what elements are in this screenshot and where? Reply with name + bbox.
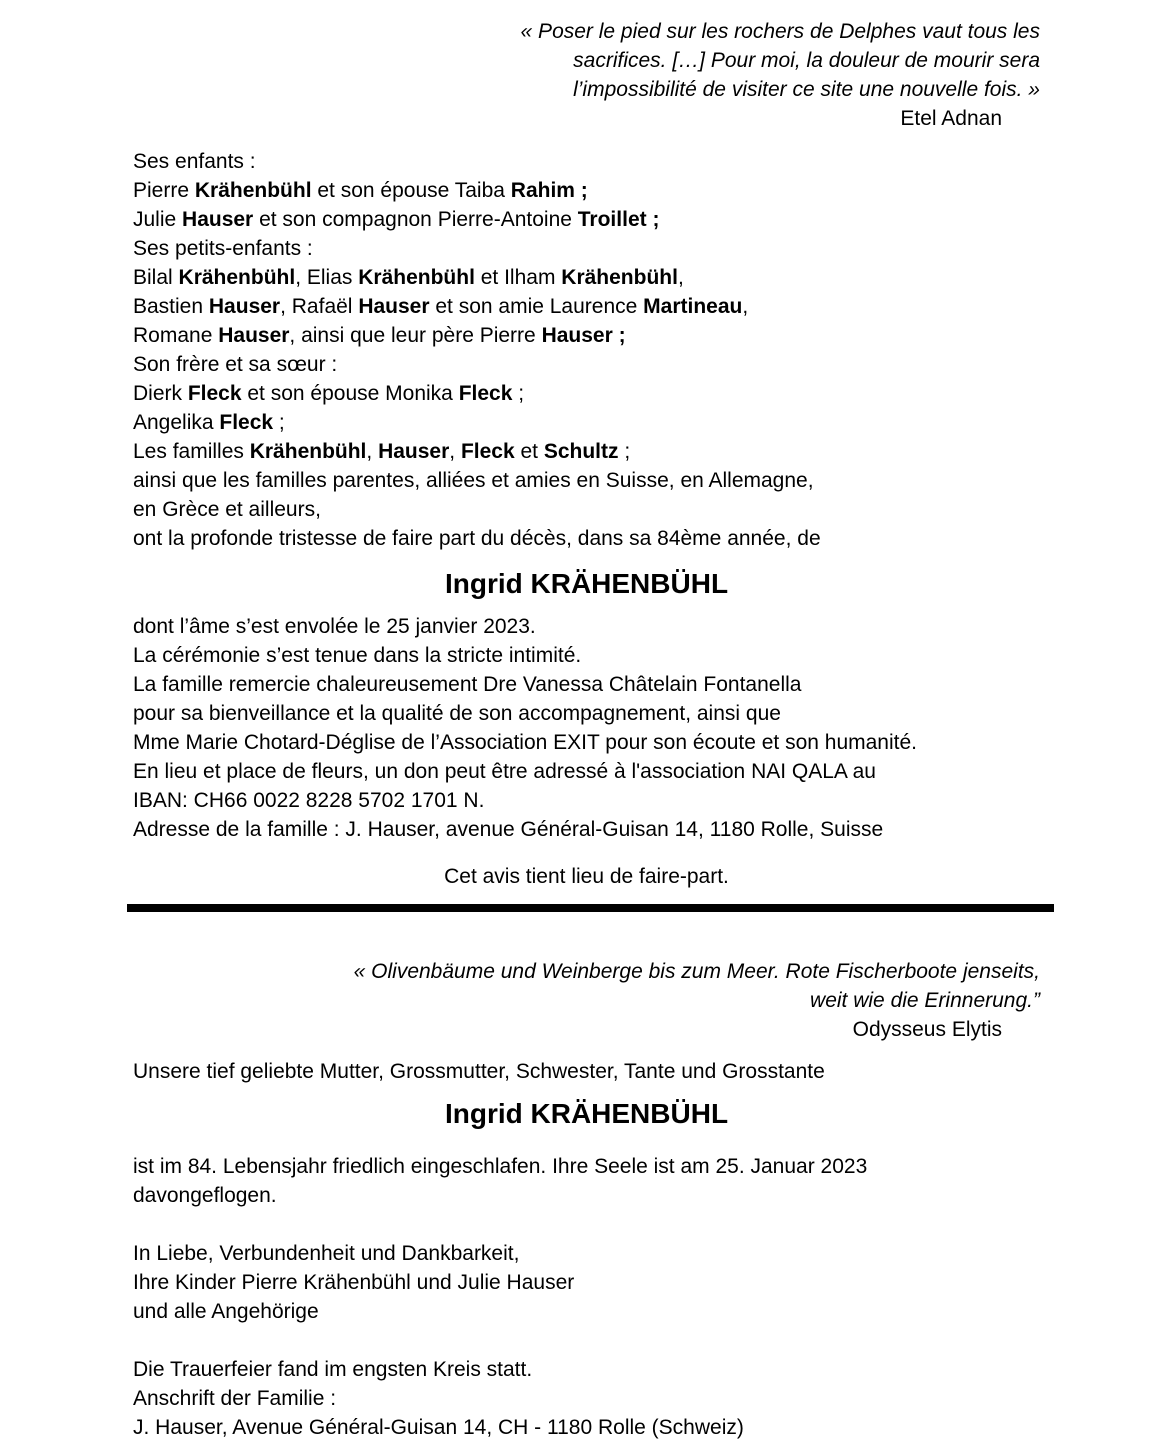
text-segment: en Grèce et ailleurs, [133, 498, 321, 521]
text-line: J. Hauser, Avenue Général-Guisan 14, CH - 1180 Rolle (Schweiz) [133, 1416, 744, 1439]
text-line: und alle Angehörige [133, 1300, 319, 1323]
text-segment: et son compagnon Pierre-Antoine [253, 208, 578, 231]
section-divider [127, 904, 1054, 912]
text-line: Mme Marie Chotard-Déglise de l’Association EXIT pour son écoute et son humanité. [133, 731, 918, 754]
text-segment: ainsi que les familles parentes, alliées et amies en Suisse, en Allemagne, [133, 469, 814, 492]
german-quote [133, 957, 1040, 1044]
bold-name-segment: Hauser [378, 440, 450, 463]
text-segment: ; [512, 382, 525, 405]
quote-line: « Poser le pied sur les rochers de Delphes vaut tous les [520, 20, 1040, 43]
text-segment: et son amie Laurence [429, 295, 644, 318]
text-line [133, 321, 1040, 350]
text-line [133, 292, 1040, 321]
bold-name-segment: Krähenbühl [358, 266, 475, 289]
french-body [133, 612, 1040, 844]
text-segment: et Ilham [474, 266, 562, 289]
text-segment: Les familles [133, 440, 250, 463]
text-segment: Ses enfants : [133, 150, 256, 173]
bold-name-segment: Hauser [182, 208, 254, 231]
quote-attribution: Etel Adnan [900, 107, 1002, 130]
quote-line: « Olivenbäume und Weinberge bis zum Meer. Rote Fischerboote jenseits, [353, 960, 1040, 983]
text-line: Anschrift der Familie : [133, 1387, 337, 1410]
german-section [133, 957, 1040, 1442]
text-segment: , Rafaël [280, 295, 359, 318]
text-segment: , [449, 440, 461, 463]
bold-name-segment: Fleck [458, 382, 513, 405]
bold-name-segment: Fleck [187, 382, 242, 405]
text-segment: Ses petits-enfants : [133, 237, 313, 260]
text-line [133, 379, 1040, 408]
bold-name-segment: Troillet ; [577, 208, 660, 231]
bold-name-segment: Rahim ; [510, 179, 588, 202]
quote-line: sacrifices. […] Pour moi, la douleur de mourir sera [573, 49, 1040, 72]
text-segment: Julie [133, 208, 183, 231]
text-line [133, 205, 1040, 234]
text-segment: , [742, 295, 749, 318]
text-line: davongeflogen. [133, 1184, 277, 1207]
text-segment: , [366, 440, 379, 463]
bold-name-segment: Hauser [358, 295, 430, 318]
text-line [133, 1210, 1040, 1239]
text-segment: et son épouse Monika [241, 382, 459, 405]
french-quote [133, 17, 1040, 133]
bold-name-segment: Fleck [219, 411, 274, 434]
text-line: ist im 84. Lebensjahr friedlich eingeschlafen. Ihre Seele ist am 25. Januar 2023 [133, 1155, 868, 1178]
quote-line: l’impossibilité de visiter ce site une nouvelle fois. » [573, 78, 1040, 101]
text-line [133, 147, 1040, 176]
text-line: En lieu et place de fleurs, un don peut être adressé à l'association NAI QALA au [133, 760, 876, 783]
deceased-name-heading: Ingrid KRÄHENBÜHL [444, 568, 729, 599]
bold-name-segment: Hauser ; [541, 324, 626, 347]
german-body [133, 1152, 1040, 1442]
text-line [133, 263, 1040, 292]
text-segment: , ainsi que leur père Pierre [289, 324, 542, 347]
bold-name-segment: Hauser [208, 295, 281, 318]
text-line: IBAN: CH66 0022 8228 5702 1701 N. [133, 789, 485, 812]
bold-name-segment: Krähenbühl [561, 266, 678, 289]
quote-attribution: Odysseus Elytis [852, 1018, 1002, 1041]
text-segment: Son frère et sa sœur : [133, 353, 338, 376]
text-line [133, 437, 1040, 466]
text-line: La famille remercie chaleureusement Dre Vanessa Châtelain Fontanella [133, 673, 802, 696]
text-line: La cérémonie s’est tenue dans la stricte intimité. [133, 644, 582, 667]
text-line: dont l’âme s’est envolée le 25 janvier 2023. [133, 615, 536, 638]
text-line [133, 1326, 1040, 1355]
bold-name-segment: Krähenbühl [194, 179, 312, 202]
text-segment: et son épouse Taiba [311, 179, 511, 202]
text-line: Ihre Kinder Pierre Krähenbühl und Julie Hauser [133, 1271, 575, 1294]
text-segment: , [677, 266, 684, 289]
text-segment: Bastien [133, 295, 209, 318]
text-line: Adresse de la famille : J. Hauser, avenue Général-Guisan 14, 1180 Rolle, Suisse [133, 818, 884, 841]
text-segment: ont la profonde tristesse de faire part du décès, dans sa 84ème année, de [133, 527, 821, 550]
text-line [133, 408, 1040, 437]
bold-name-segment: Hauser [218, 324, 290, 347]
french-section [133, 17, 1040, 891]
deceased-name-heading: Ingrid KRÄHENBÜHL [444, 1098, 729, 1129]
text-segment: Pierre [133, 179, 195, 202]
text-segment: Dierk [133, 382, 188, 405]
text-line: In Liebe, Verbundenheit und Dankbarkeit, [133, 1242, 520, 1265]
text-line: pour sa bienveillance et la qualité de son accompagnement, ainsi que [133, 702, 781, 725]
text-line [133, 524, 1040, 553]
closing-statement: Cet avis tient lieu de faire-part. [444, 865, 729, 888]
text-segment: et [514, 440, 544, 463]
text-segment: ; [618, 440, 631, 463]
text-segment: ; [273, 411, 285, 434]
quote-line: weit wie die Erinnerung.” [810, 989, 1040, 1012]
text-line [133, 495, 1040, 524]
bold-name-segment: Martineau [643, 295, 743, 318]
text-segment: Angelika [133, 411, 220, 434]
bold-name-segment: Krähenbühl [249, 440, 367, 463]
family-list [133, 147, 1040, 553]
text-segment: Bilal [133, 266, 179, 289]
bold-name-segment: Fleck [460, 440, 515, 463]
bold-name-segment: Schultz [543, 440, 619, 463]
german-intro: Unsere tief geliebte Mutter, Grossmutter, Schwester, Tante und Grosstante [133, 1060, 825, 1083]
text-line: Die Trauerfeier fand im engsten Kreis statt. [133, 1358, 533, 1381]
text-line [133, 176, 1040, 205]
text-segment: Romane [133, 324, 219, 347]
text-line [133, 466, 1040, 495]
text-line [133, 234, 1040, 263]
text-line [133, 350, 1040, 379]
text-segment: , Elias [295, 266, 359, 289]
bold-name-segment: Krähenbühl [178, 266, 296, 289]
